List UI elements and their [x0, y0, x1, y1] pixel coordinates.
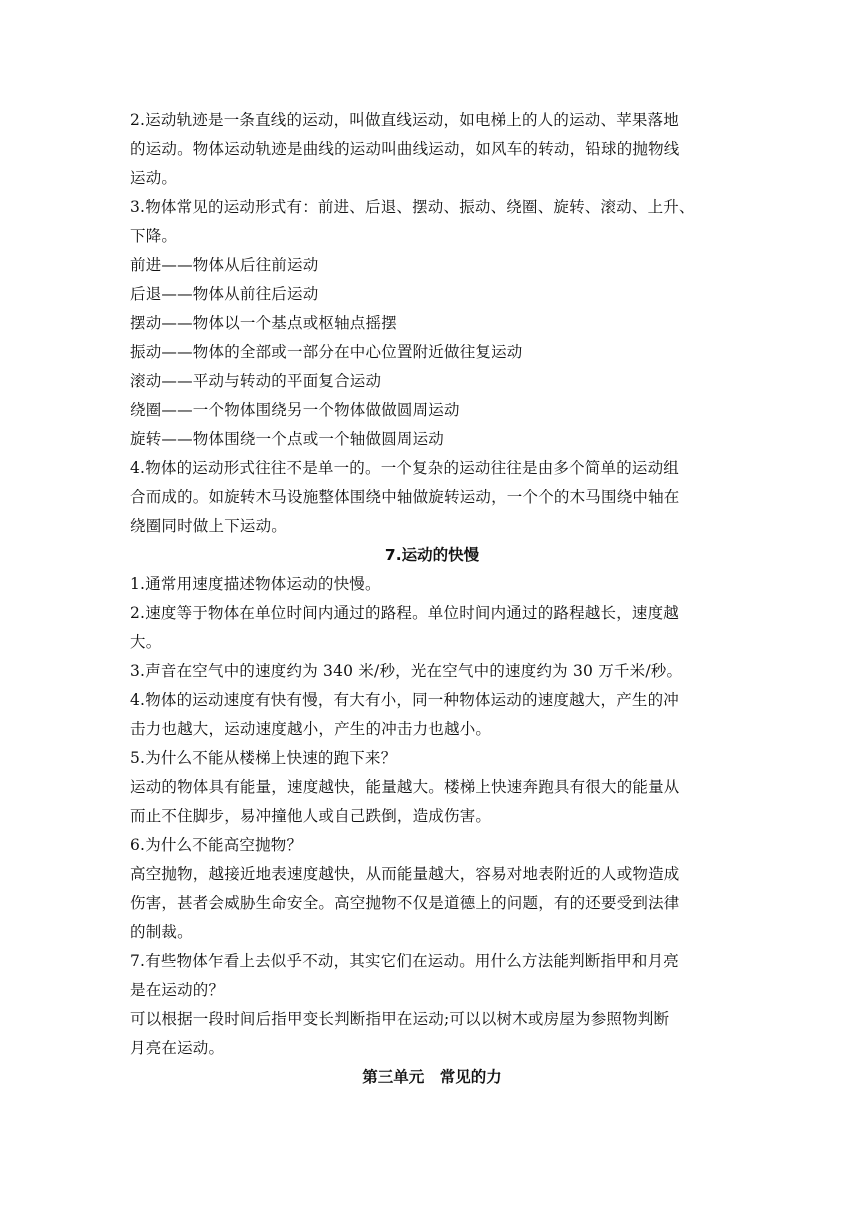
- text-line: 5.为什么不能从楼梯上快速的跑下来？: [130, 749, 397, 767]
- text-line: 运动。: [130, 169, 178, 187]
- text-line: 的运动。物体运动轨迹是曲线的运动叫曲线运动，如风车的转动，铅球的抛物线: [130, 140, 680, 158]
- text-line: 高空抛物，越接近地表速度越快，从而能量越大，容易对地表附近的人或物造成: [130, 865, 680, 883]
- text-line: 摆动——物体以一个基点或枢轴点摇摆: [130, 314, 397, 332]
- text-line: 4.物体的运动形式往往不是单一的。一个复杂的运动往往是由多个简单的运动组: [130, 459, 679, 477]
- text-line: 3.物体常见的运动形式有：前进、后退、摆动、振动、绕圈、旋转、滚动、上升、: [130, 198, 695, 216]
- text-line: 的制裁。: [130, 923, 193, 941]
- section-heading: 第三单元 常见的力: [362, 1068, 502, 1086]
- text-line: 2.运动轨迹是一条直线的运动，叫做直线运动，如电梯上的人的运动、苹果落地: [130, 111, 679, 129]
- text-line: 旋转——物体围绕一个点或一个轴做圆周运动: [130, 430, 445, 448]
- text-line: 绕圈同时做上下运动。: [130, 517, 288, 535]
- text-line: 4.物体的运动速度有快有慢，有大有小，同一种物体运动的速度越大，产生的冲: [130, 691, 679, 709]
- text-line: 是在运动的？: [130, 981, 225, 999]
- text-line: 可以根据一段时间后指甲变长判断指甲在运动;可以以树木或房屋为参照物判断: [130, 1010, 670, 1028]
- text-line: 1.通常用速度描述物体运动的快慢。: [130, 575, 381, 593]
- text-line: 下降。: [130, 227, 178, 245]
- text-line: 而止不住脚步，易冲撞他人或自己跌倒，造成伤害。: [130, 807, 492, 825]
- document-page: [130, 106, 734, 1092]
- section-heading: 7.运动的快慢: [384, 546, 480, 564]
- text-line: 6.为什么不能高空抛物？: [130, 836, 303, 854]
- text-line: 伤害，甚者会威胁生命安全。高空抛物不仅是道德上的问题，有的还要受到法律: [130, 894, 680, 912]
- text-line: 后退——物体从前往后运动: [130, 285, 319, 303]
- text-line: 滚动——平动与转动的平面复合运动: [130, 372, 382, 390]
- text-line: 7.有些物体乍看上去似乎不动，其实它们在运动。用什么方法能判断指甲和月亮: [130, 952, 679, 970]
- text-line: 合而成的。如旋转木马设施整体围绕中轴做旋转运动，一个个的木马围绕中轴在: [130, 488, 680, 506]
- text-line: 2.速度等于物体在单位时间内通过的路程。单位时间内通过的路程越长，速度越: [130, 604, 679, 622]
- text-line: 振动——物体的全部或一部分在中心位置附近做往复运动: [130, 343, 523, 361]
- text-line: 大。: [130, 633, 162, 651]
- text-line: 绕圈——一个物体围绕另一个物体做做圆周运动: [130, 401, 460, 419]
- text-line: 月亮在运动。: [130, 1039, 225, 1057]
- text-line: 运动的物体具有能量，速度越快，能量越大。楼梯上快速奔跑具有很大的能量从: [130, 778, 680, 796]
- text-line: 前进——物体从后往前运动: [130, 256, 319, 274]
- text-line: 3.声音在空气中的速度约为 340 米/秒，光在空气中的速度约为 30 万千米/秒。: [130, 662, 683, 680]
- text-line: 击力也越大，运动速度越小，产生的冲击力也越小。: [130, 720, 492, 738]
